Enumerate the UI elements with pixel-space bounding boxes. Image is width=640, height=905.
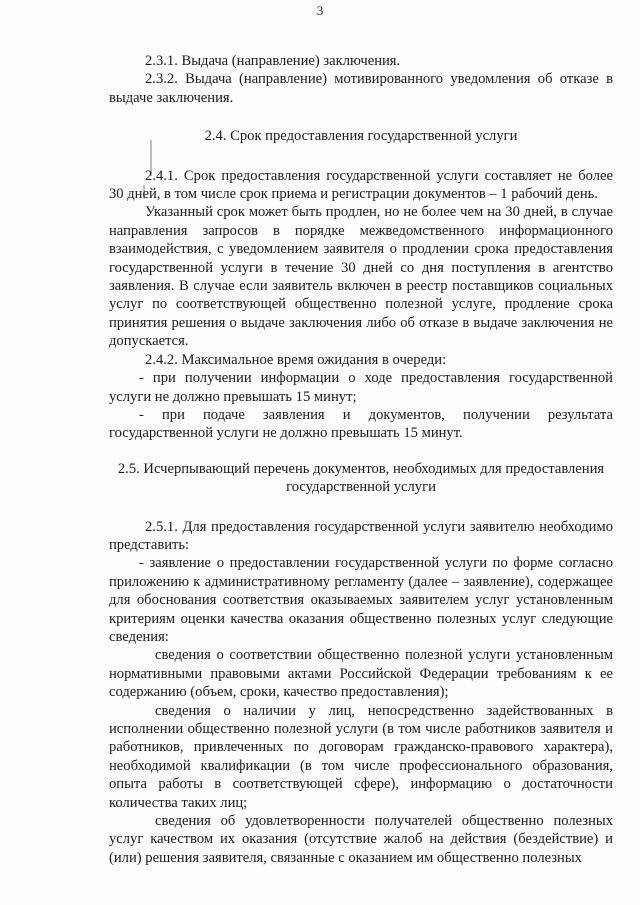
paragraph-2-3-1: 2.3.1. Выдача (направление) заключения. <box>145 53 401 69</box>
document-body <box>109 52 613 867</box>
paragraph-2-5-1: 2.5.1. Для предоставления государственной услуги заявителю необходимо представить: <box>109 518 613 553</box>
paragraph-2-4-2: 2.4.2. Максимальное время ожидания в очереди: <box>145 351 447 368</box>
list-item-satisfaction-info: сведения об удовлетворенности получателей общественно полезных услуг качеством их оказания (отсутствие жалоб на действия (бездействие) и (или) решения заявителя, связанные с оказанием им общественно полезных <box>109 813 613 866</box>
list-item-personnel-info: сведения о наличии у лиц, непосредственно задействованных в исполнении общественно полезной услуги (в том числе работников заявителя и работников, привлеченных по договорам гражданско-правового характера), необходимой квалификации (в том числе профессионального образования, опыта работы в соответствующей сфере), информацию о достаточности количества таких лиц; <box>109 702 613 811</box>
list-item-wait-info: - при получении информации о ходе предоставления государственной услуги не должно превышать 15 минут; <box>109 370 613 405</box>
paragraph-term-extension: Указанный срок может быть продлен, но не более чем на 30 дней, в случае направления запросов в порядке межведомственного информационного взаимодействия, с уведомлением заявителя о продлении срока предоставления государственной услуги в течение 30 дней со дня поступления в агентство заявления. В случае если заявитель включен в реестр поставщиков социальных услуг по соответствующей общественно полезной услуге, продление срока принятия решения о выдаче заключения либо об отказе в выдаче заключения не допускается. <box>109 204 613 350</box>
page-number: 3 <box>316 3 324 18</box>
list-item-application: - заявление о предоставлении государственной услуги по форме согласно приложению к административному регламенту (далее – заявление), содержащее для обоснования соответствия оказываемых заявителем услуг установленным критериям оценки качества оказания общественно полезных услуг следующие сведения: <box>109 555 613 645</box>
section-heading-2-4: 2.4. Срок предоставления государственной услуги <box>204 128 518 145</box>
list-item-compliance-info: сведения о соответствии общественно полезной услуги установленным нормативными правовыми актами Российской Федерации требованиям к ее содержанию (объем, сроки, качество предоставления); <box>109 647 613 701</box>
paragraph-2-4-1: 2.4.1. Срок предоставления государственной услуги составляет не более 30 дней, в том числе срок приема и регистрации документов – 1 рабочий день. <box>109 167 613 203</box>
paragraph-2-3-2: 2.3.2. Выдача (направление) мотивированного уведомления об отказе в выдаче заключения. <box>109 71 613 106</box>
list-item-wait-submit: - при подаче заявления и документов, получении результата государственной услуги не должно превышать 15 минут. <box>109 406 613 442</box>
section-heading-2-5: 2.5. Исчерпывающий перечень документов, необходимых для предоставления государственной услуги <box>117 460 605 496</box>
